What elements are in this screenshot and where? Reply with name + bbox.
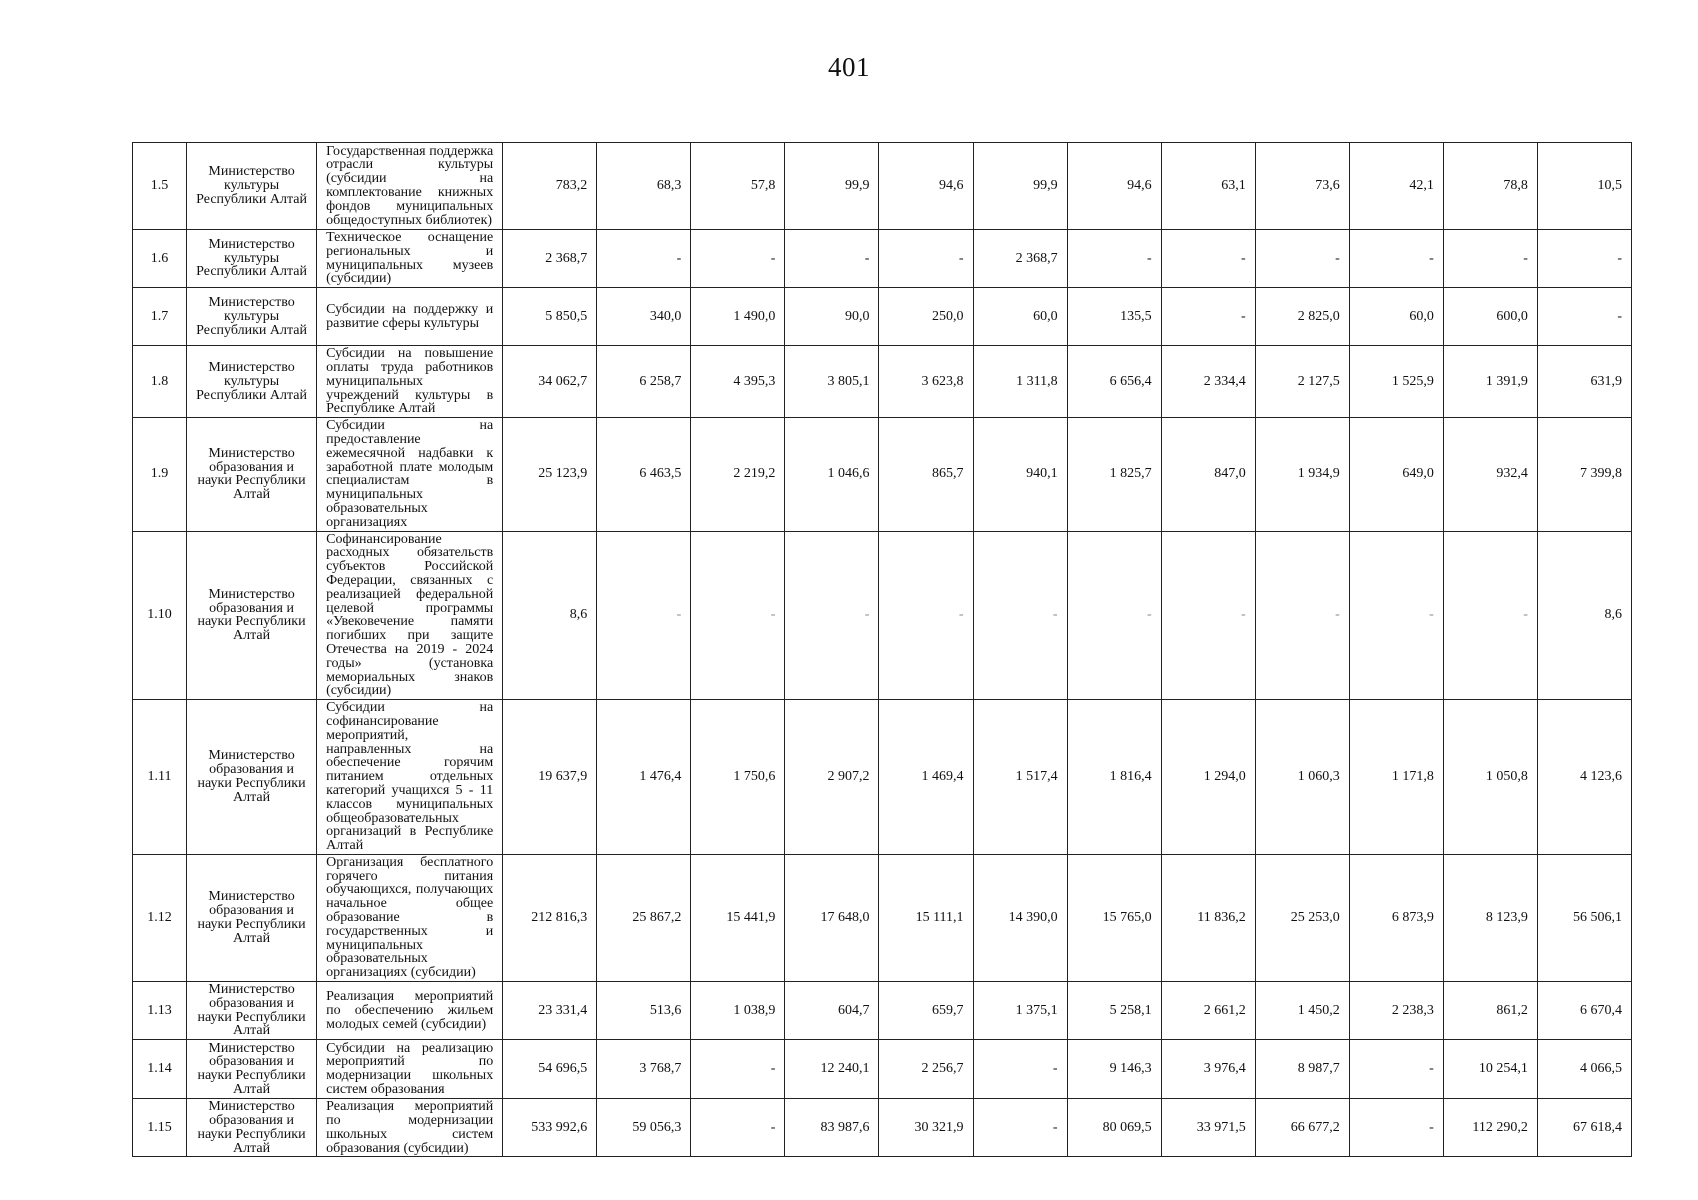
value-cell: 1 750,6 (691, 700, 785, 855)
total-value: 783,2 (503, 143, 597, 230)
value-cell: 2 368,7 (973, 230, 1067, 288)
value-cell: 42,1 (1349, 143, 1443, 230)
activity-description: Реализация мероприятий по обеспечению жильем молодых семей (субсидии) (317, 982, 503, 1040)
value-cell: 2 219,2 (691, 418, 785, 531)
total-value: 212 816,3 (503, 854, 597, 981)
value-cell: 6 670,4 (1537, 982, 1631, 1040)
table-row (133, 143, 1632, 230)
row-number: 1.13 (133, 982, 187, 1040)
value-cell: 250,0 (879, 288, 973, 346)
value-cell: 932,4 (1443, 418, 1537, 531)
activity-description: Субсидии на предоставление ежемесячной надбавки к заработной плате молодым специалистам в муниципальных образовательных организациях (317, 418, 503, 531)
value-cell: - (973, 1099, 1067, 1157)
responsible-organization: Министерство образования и науки Республики Алтай (187, 1099, 317, 1157)
value-cell: - (1349, 230, 1443, 288)
value-cell: - (1161, 230, 1255, 288)
activity-description: Софинансирование расходных обязательств субъектов Российской Федерации, связанных с реализацией федеральной целевой программы «Увековечение памяти погибших при защите Отечества на 2019 - 2024 годы» (установка мемориальных знаков (субсидии) (317, 531, 503, 700)
value-cell: - (1349, 1040, 1443, 1099)
table-row (133, 700, 1632, 855)
table-row (133, 982, 1632, 1040)
value-cell: - (973, 531, 1067, 700)
responsible-organization: Министерство образования и науки Республики Алтай (187, 531, 317, 700)
value-cell: 66 677,2 (1255, 1099, 1349, 1157)
value-cell: 631,9 (1537, 346, 1631, 418)
value-cell: 4 395,3 (691, 346, 785, 418)
value-cell: - (1443, 230, 1537, 288)
value-cell: 60,0 (1349, 288, 1443, 346)
value-cell: 8,6 (1537, 531, 1631, 700)
row-number: 1.14 (133, 1040, 187, 1099)
value-cell: 1 294,0 (1161, 700, 1255, 855)
total-value: 5 850,5 (503, 288, 597, 346)
value-cell: 1 934,9 (1255, 418, 1349, 531)
row-number: 1.7 (133, 288, 187, 346)
value-cell: 1 517,4 (973, 700, 1067, 855)
value-cell: - (1255, 531, 1349, 700)
value-cell: 1 060,3 (1255, 700, 1349, 855)
value-cell: 99,9 (973, 143, 1067, 230)
value-cell: 67 618,4 (1537, 1099, 1631, 1157)
value-cell: 1 490,0 (691, 288, 785, 346)
value-cell: - (1067, 230, 1161, 288)
value-cell: 2 256,7 (879, 1040, 973, 1099)
value-cell: 2 127,5 (1255, 346, 1349, 418)
value-cell: - (1067, 531, 1161, 700)
activity-description: Субсидии на повышение оплаты труда работников муниципальных учреждений культуры в Республике Алтай (317, 346, 503, 418)
value-cell: 1 816,4 (1067, 700, 1161, 855)
value-cell: 861,2 (1443, 982, 1537, 1040)
responsible-organization: Министерство культуры Республики Алтай (187, 346, 317, 418)
total-value: 34 062,7 (503, 346, 597, 418)
value-cell: 4 123,6 (1537, 700, 1631, 855)
value-cell: 73,6 (1255, 143, 1349, 230)
value-cell: 513,6 (597, 982, 691, 1040)
activity-description: Субсидии на реализацию мероприятий по модернизации школьных систем образования (317, 1040, 503, 1099)
total-value: 533 992,6 (503, 1099, 597, 1157)
responsible-organization: Министерство культуры Республики Алтай (187, 143, 317, 230)
value-cell: 6 656,4 (1067, 346, 1161, 418)
value-cell: 3 623,8 (879, 346, 973, 418)
value-cell: 68,3 (597, 143, 691, 230)
responsible-organization: Министерство культуры Республики Алтай (187, 230, 317, 288)
responsible-organization: Министерство образования и науки Республики Алтай (187, 982, 317, 1040)
value-cell: 1 391,9 (1443, 346, 1537, 418)
value-cell: - (1537, 230, 1631, 288)
value-cell: 600,0 (1443, 288, 1537, 346)
row-number: 1.12 (133, 854, 187, 981)
total-value: 2 368,7 (503, 230, 597, 288)
value-cell: 1 171,8 (1349, 700, 1443, 855)
responsible-organization: Министерство образования и науки Республики Алтай (187, 700, 317, 855)
table-row (133, 288, 1632, 346)
value-cell: 10 254,1 (1443, 1040, 1537, 1099)
value-cell: - (1161, 288, 1255, 346)
value-cell: 7 399,8 (1537, 418, 1631, 531)
value-cell: - (597, 531, 691, 700)
activity-description: Организация бесплатного горячего питания обучающихся, получающих начальное общее образование в государственных и муниципальных образовательных организациях (субсидии) (317, 854, 503, 981)
activity-description: Субсидии на софинансирование мероприятий, направленных на обеспечение горячим питанием отдельных категорий учащихся 5 - 11 классов муниципальных общеобразовательных организаций в Республике Алтай (317, 700, 503, 855)
value-cell: 4 066,5 (1537, 1040, 1631, 1099)
value-cell: 30 321,9 (879, 1099, 973, 1157)
value-cell: 649,0 (1349, 418, 1443, 531)
value-cell: - (1161, 531, 1255, 700)
value-cell: 659,7 (879, 982, 973, 1040)
table-row (133, 531, 1632, 700)
value-cell: 25 867,2 (597, 854, 691, 981)
row-number: 1.10 (133, 531, 187, 700)
page-number: 401 (828, 52, 870, 82)
value-cell: 80 069,5 (1067, 1099, 1161, 1157)
value-cell: - (1443, 531, 1537, 700)
value-cell: 1 825,7 (1067, 418, 1161, 531)
value-cell: - (1349, 1099, 1443, 1157)
value-cell: 135,5 (1067, 288, 1161, 346)
row-number: 1.8 (133, 346, 187, 418)
activity-description: Субсидии на поддержку и развитие сферы культуры (317, 288, 503, 346)
value-cell: - (691, 1040, 785, 1099)
value-cell: 2 825,0 (1255, 288, 1349, 346)
row-number: 1.6 (133, 230, 187, 288)
value-cell: - (1349, 531, 1443, 700)
value-cell: 1 476,4 (597, 700, 691, 855)
row-number: 1.9 (133, 418, 187, 531)
value-cell: 940,1 (973, 418, 1067, 531)
value-cell: 15 765,0 (1067, 854, 1161, 981)
value-cell: 94,6 (879, 143, 973, 230)
value-cell: - (691, 531, 785, 700)
value-cell: 2 661,2 (1161, 982, 1255, 1040)
value-cell: 3 805,1 (785, 346, 879, 418)
activity-description: Реализация мероприятий по модернизации школьных систем образования (субсидии) (317, 1099, 503, 1157)
value-cell: 15 111,1 (879, 854, 973, 981)
value-cell: 9 146,3 (1067, 1040, 1161, 1099)
total-value: 25 123,9 (503, 418, 597, 531)
value-cell: 78,8 (1443, 143, 1537, 230)
value-cell: 94,6 (1067, 143, 1161, 230)
value-cell: 6 463,5 (597, 418, 691, 531)
activity-description: Государственная поддержка отрасли культуры (субсидии на комплектование книжных фондов муниципальных общедоступных библиотек) (317, 143, 503, 230)
total-value: 23 331,4 (503, 982, 597, 1040)
table-row (133, 1099, 1632, 1157)
value-cell: 99,9 (785, 143, 879, 230)
value-cell: 5 258,1 (1067, 982, 1161, 1040)
row-number: 1.5 (133, 143, 187, 230)
value-cell: - (785, 531, 879, 700)
value-cell: 1 046,6 (785, 418, 879, 531)
value-cell: 15 441,9 (691, 854, 785, 981)
value-cell: - (785, 230, 879, 288)
value-cell: - (879, 230, 973, 288)
value-cell: 2 238,3 (1349, 982, 1443, 1040)
table-body (133, 143, 1632, 1157)
value-cell: 1 038,9 (691, 982, 785, 1040)
value-cell: 1 375,1 (973, 982, 1067, 1040)
value-cell: 2 334,4 (1161, 346, 1255, 418)
value-cell: 17 648,0 (785, 854, 879, 981)
responsible-organization: Министерство образования и науки Республики Алтай (187, 418, 317, 531)
budget-table (132, 142, 1632, 1157)
value-cell: 14 390,0 (973, 854, 1067, 981)
value-cell: 33 971,5 (1161, 1099, 1255, 1157)
value-cell: 56 506,1 (1537, 854, 1631, 981)
value-cell: - (597, 230, 691, 288)
total-value: 8,6 (503, 531, 597, 700)
value-cell: 25 253,0 (1255, 854, 1349, 981)
value-cell: 12 240,1 (785, 1040, 879, 1099)
value-cell: 847,0 (1161, 418, 1255, 531)
value-cell: 6 873,9 (1349, 854, 1443, 981)
row-number: 1.15 (133, 1099, 187, 1157)
value-cell: 1 450,2 (1255, 982, 1349, 1040)
value-cell: 90,0 (785, 288, 879, 346)
table-row (133, 346, 1632, 418)
value-cell: 1 311,8 (973, 346, 1067, 418)
table-row (133, 230, 1632, 288)
value-cell: 1 050,8 (1443, 700, 1537, 855)
value-cell: 11 836,2 (1161, 854, 1255, 981)
value-cell: 6 258,7 (597, 346, 691, 418)
value-cell: 1 525,9 (1349, 346, 1443, 418)
value-cell: 112 290,2 (1443, 1099, 1537, 1157)
value-cell: 340,0 (597, 288, 691, 346)
value-cell: - (1537, 288, 1631, 346)
table-row (133, 1040, 1632, 1099)
value-cell: 8 123,9 (1443, 854, 1537, 981)
value-cell: 3 768,7 (597, 1040, 691, 1099)
value-cell: 60,0 (973, 288, 1067, 346)
value-cell: 63,1 (1161, 143, 1255, 230)
table-row (133, 854, 1632, 981)
total-value: 19 637,9 (503, 700, 597, 855)
responsible-organization: Министерство образования и науки Республики Алтай (187, 1040, 317, 1099)
row-number: 1.11 (133, 700, 187, 855)
value-cell: 2 907,2 (785, 700, 879, 855)
value-cell: - (973, 1040, 1067, 1099)
value-cell: 59 056,3 (597, 1099, 691, 1157)
activity-description: Техническое оснащение региональных и муниципальных музеев (субсидии) (317, 230, 503, 288)
responsible-organization: Министерство культуры Республики Алтай (187, 288, 317, 346)
value-cell: 604,7 (785, 982, 879, 1040)
value-cell: 3 976,4 (1161, 1040, 1255, 1099)
responsible-organization: Министерство образования и науки Республики Алтай (187, 854, 317, 981)
value-cell: - (691, 1099, 785, 1157)
table-row (133, 418, 1632, 531)
value-cell: - (879, 531, 973, 700)
value-cell: - (691, 230, 785, 288)
value-cell: 10,5 (1537, 143, 1631, 230)
value-cell: 1 469,4 (879, 700, 973, 855)
value-cell: 57,8 (691, 143, 785, 230)
value-cell: 83 987,6 (785, 1099, 879, 1157)
total-value: 54 696,5 (503, 1040, 597, 1099)
value-cell: 865,7 (879, 418, 973, 531)
value-cell: 8 987,7 (1255, 1040, 1349, 1099)
value-cell: - (1255, 230, 1349, 288)
